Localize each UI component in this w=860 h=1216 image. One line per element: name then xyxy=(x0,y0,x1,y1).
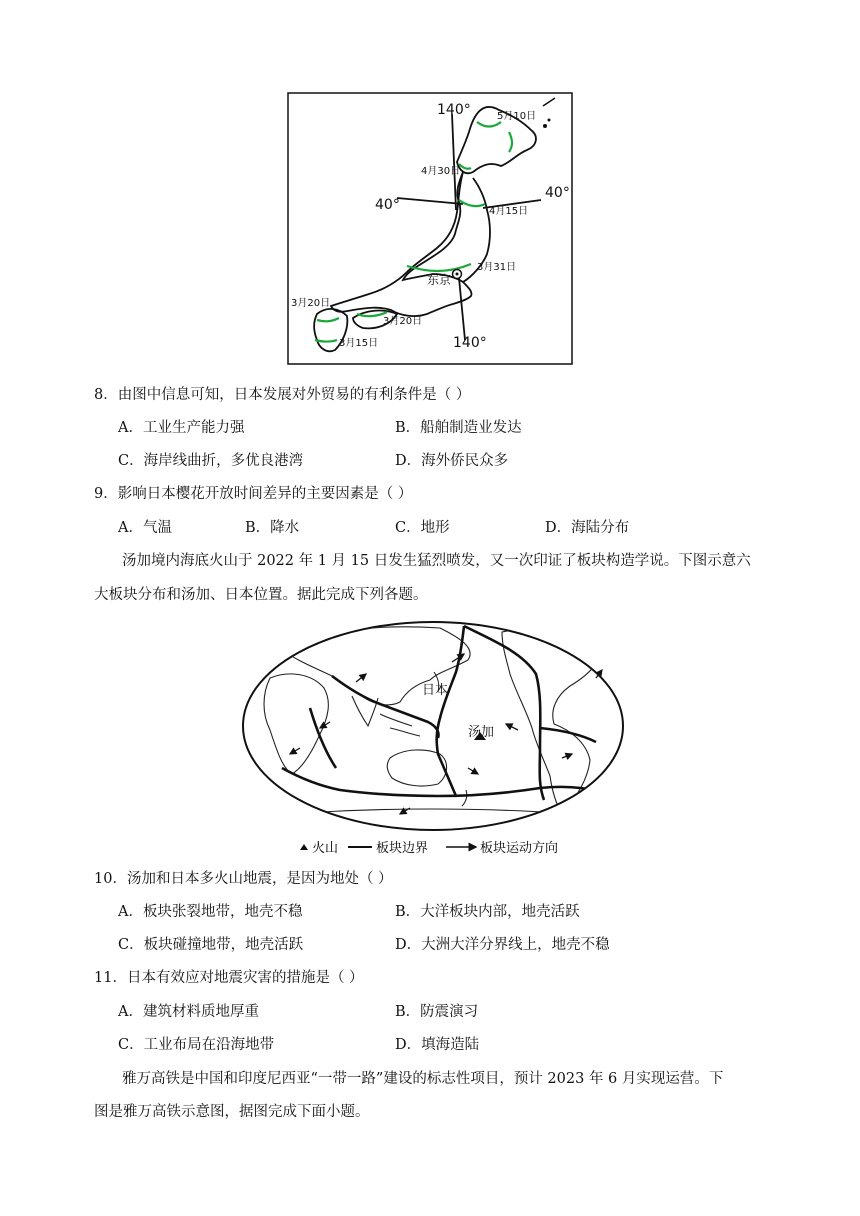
lon-bottom-label: 140° xyxy=(453,335,487,351)
question-8-stem: 8．由图中信息可知，日本发展对外贸易的有利条件是（ ） xyxy=(94,387,471,403)
question-9-option-a[interactable]: A．气温 xyxy=(118,520,172,536)
date-label: 4月15日 xyxy=(489,206,529,217)
question-10-option-d[interactable]: D．大洲大洋分界线上，地壳不稳 xyxy=(395,937,610,953)
legend-boundary-label: 板块边界 xyxy=(376,841,429,856)
lat-right-label: 40° xyxy=(545,185,570,201)
intro-paragraph-line: 大板块分布和汤加、日本位置。据此完成下列各题。 xyxy=(94,587,428,603)
date-label: 3月31日 xyxy=(477,262,517,273)
question-9-option-c[interactable]: C．地形 xyxy=(395,520,450,536)
question-10-option-b[interactable]: B．大洋板块内部，地壳活跃 xyxy=(395,904,580,920)
question-10-stem: 10．汤加和日本多火山地震，是因为地处（ ） xyxy=(94,871,393,887)
question-9-stem: 9．影响日本樱花开放时间差异的主要因素是（ ） xyxy=(94,486,413,502)
date-label: 3月20日 xyxy=(291,298,331,309)
question-11-option-c[interactable]: C．工业布局在沿海地带 xyxy=(118,1037,275,1053)
legend-direction-label: 板块运动方向 xyxy=(480,841,559,856)
question-11-stem: 11．日本有效应对地震灾害的措施是（ ） xyxy=(94,970,364,986)
intro-paragraph-line: 雅万高铁是中国和印度尼西亚“一带一路”建设的标志性项目，预计 2023 年 6 月实现运营。下 xyxy=(122,1071,724,1087)
plate-map xyxy=(240,618,630,858)
city-label: 东京 xyxy=(427,273,452,287)
question-11-option-d[interactable]: D．填海造陆 xyxy=(395,1037,480,1053)
label-tonga: 汤加 xyxy=(468,725,495,740)
question-11-option-a[interactable]: A．建筑材料质地厚重 xyxy=(118,1004,259,1020)
question-8-option-a[interactable]: A．工业生产能力强 xyxy=(118,420,245,436)
japan-map-figure xyxy=(287,92,573,365)
plate-map-legend xyxy=(300,840,558,856)
question-10-option-c[interactable]: C．板块碰撞地带，地壳活跃 xyxy=(118,937,304,953)
question-8-option-d[interactable]: D．海外侨民众多 xyxy=(395,453,509,469)
question-8-option-c[interactable]: C．海岸线曲折，多优良港湾 xyxy=(118,453,304,469)
date-label: 3月15日 xyxy=(339,338,379,349)
label-japan: 日本 xyxy=(422,683,449,698)
date-label: 5月10日 xyxy=(497,111,537,122)
question-9-option-b[interactable]: B．降水 xyxy=(245,520,300,536)
legend-volcano-label: 火山 xyxy=(312,841,339,856)
lat-left-label: 40° xyxy=(375,197,400,213)
plate-map-figure xyxy=(240,618,630,858)
date-label: 3月20日 xyxy=(383,316,423,327)
japan-map xyxy=(287,92,573,365)
question-8-option-b[interactable]: B．船舶制造业发达 xyxy=(395,420,522,436)
date-label: 4月30日 xyxy=(421,166,461,177)
lon-top-label: 140° xyxy=(437,102,471,118)
intro-paragraph-line: 图是雅万高铁示意图，据图完成下面小题。 xyxy=(94,1104,370,1120)
question-10-option-a[interactable]: A．板块张裂地带，地壳不稳 xyxy=(118,904,303,920)
intro-paragraph-line: 汤加境内海底火山于 2022 年 1 月 15 日发生猛烈喷发，又一次印证了板块构造学说。下图示意六 xyxy=(122,553,751,569)
question-11-option-b[interactable]: B．防震演习 xyxy=(395,1004,479,1020)
question-9-option-d[interactable]: D．海陆分布 xyxy=(545,520,630,536)
